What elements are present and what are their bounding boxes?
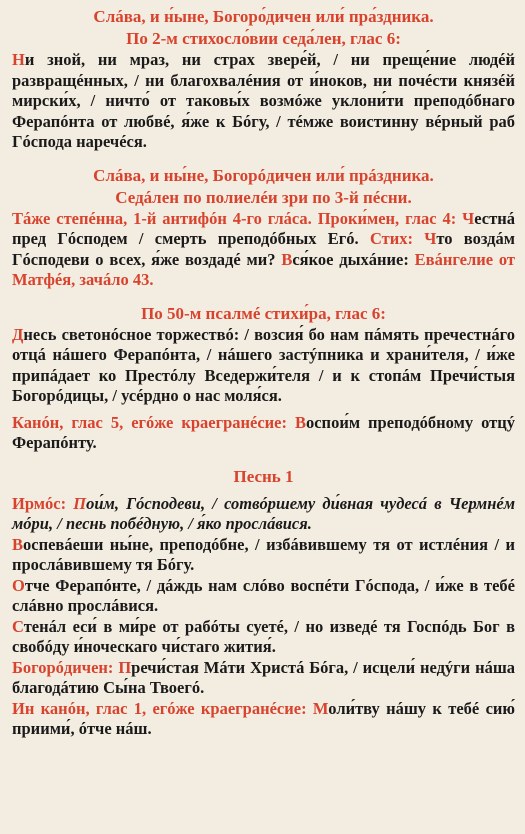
troparion-text: оспевáеши ны́не, преподóбне, / избáвившему тя от истлéния / и прослáвившему тя Бóгу. bbox=[12, 534, 515, 574]
irmos-label: Ирмóс: bbox=[12, 493, 67, 513]
in-canon-paragraph bbox=[12, 699, 515, 740]
in-canon-rubric: Ин канóн, глас 1, егóже краегранéсие: bbox=[12, 698, 307, 718]
initial-letter: Ч bbox=[462, 208, 475, 228]
initial-letter: В bbox=[12, 534, 24, 554]
initial-letter: П bbox=[118, 657, 132, 677]
troparion-text: тенáл еси́ в ми́ре от рабóты суетé, / но изведé тя Госпóдь Бог в свобóду и́ноческаго чи́стаго жития́. bbox=[12, 616, 515, 656]
initial-letter: Д bbox=[12, 324, 24, 344]
rubric-sedalen-1: По 2-м стихосло́вии седа́лен, глас 6: bbox=[126, 29, 401, 48]
prokimen-text: естнá пред Гóсподем / смерть преподóбных Егó. bbox=[12, 208, 515, 248]
sedalen-body: и зной, ни мраз, ни страх звере́й, / ни преще́ние людéй развращéнных, / ни благохвалéния от и́ноков, ни почéсти князéй мирски́х, / ничто́ от таковы́х возмóже уклони́ти преподóбнаго Ферапóнта от любвé, я́же к Бóгу, / тéмже воистинну вéрный раб Гóспода наречéся. bbox=[12, 50, 515, 151]
irmos-text: ои́м, Гóсподеви, / сотвóршему ди́вная чудесá в Чермнéм мóри, / песнь побéдную, / я́ко прослáвися. bbox=[12, 493, 516, 533]
theotokion-text: речи́стая Мáти Христá Бóга, / исцели́ недýги нáша благодáтию Сы́на Твоегó. bbox=[12, 657, 516, 697]
troparion-1 bbox=[12, 535, 515, 576]
vsyakoe-text: ся́кое дыхáние: bbox=[292, 249, 409, 269]
initial-letter: Н bbox=[12, 50, 25, 69]
in-canon-text: оли́тву нáшу к тебé сию́ приими́, óтче нáш. bbox=[12, 698, 516, 738]
gospel-rubric: Евáнгелие от Матфéя, зачáло 43. bbox=[12, 249, 515, 289]
initial-letter: С bbox=[12, 616, 24, 636]
prokimen-paragraph bbox=[12, 209, 515, 291]
initial-letter: М bbox=[312, 698, 329, 718]
theotokion-label: Богорóдичен: bbox=[12, 657, 114, 677]
rubric-slava-2: Слáва, и ны́не, Богорóдичен или́ прáздника. bbox=[93, 165, 434, 185]
stikhira-body: несь светонóсное торжествó: / возсия́ бо нам пáмять пречестнáго отцá нáшего Ферапóнта, / нáшего застýпника и храни́теля, / и́же припáдает ко Престóлу Вседержи́теля / и к стопáм Пречи́стыя Богорóдицы, / усéрдно о нас моля́ся. bbox=[12, 324, 515, 405]
theotokion bbox=[12, 658, 515, 699]
rubric-sedalen-2: Седáлен по полиелéи зри по 3-й пéсни. bbox=[115, 187, 412, 207]
stikh-label: Стих: bbox=[369, 229, 413, 248]
rubric-stikhira: По 50-м псалмé стихи́ра, глас 6: bbox=[141, 303, 386, 323]
initial-letter: П bbox=[73, 493, 87, 513]
troparion-3 bbox=[12, 617, 515, 658]
stepenna-rubric: Тáже степéнна, 1-й антифóн 4-го глáса. Проки́мен, глас 4: bbox=[12, 208, 457, 228]
initial-letter: О bbox=[12, 575, 25, 595]
stikh-text: то воздáм Гóсподеви о всех, я́же воздадé ми? bbox=[12, 229, 516, 269]
irmos-paragraph bbox=[12, 494, 515, 535]
initial-letter: Ч bbox=[424, 229, 437, 248]
canon-paragraph bbox=[12, 413, 515, 454]
sedalen-text-1 bbox=[12, 50, 515, 153]
canon-rubric: Канóн, глас 5, егóже краегранéсие: bbox=[12, 412, 287, 432]
troparion-2 bbox=[12, 576, 515, 617]
troparion-text: тче Ферапóнте, / дáждь нам слóво воспéти Гóспода, / и́же в тебé слáвно прослáвися. bbox=[12, 575, 515, 615]
initial-letter: В bbox=[281, 249, 293, 269]
rubric-slava-1: Слáва, и н́ыне, Богоро́дичен или́ пра́здника. bbox=[93, 7, 434, 26]
initial-letter: В bbox=[294, 412, 306, 432]
stikhira-text bbox=[12, 325, 515, 407]
song-heading: Песнь 1 bbox=[233, 466, 294, 486]
canon-acrostic: оспои́м преподóбному отцý Ферапóнту. bbox=[12, 412, 515, 452]
